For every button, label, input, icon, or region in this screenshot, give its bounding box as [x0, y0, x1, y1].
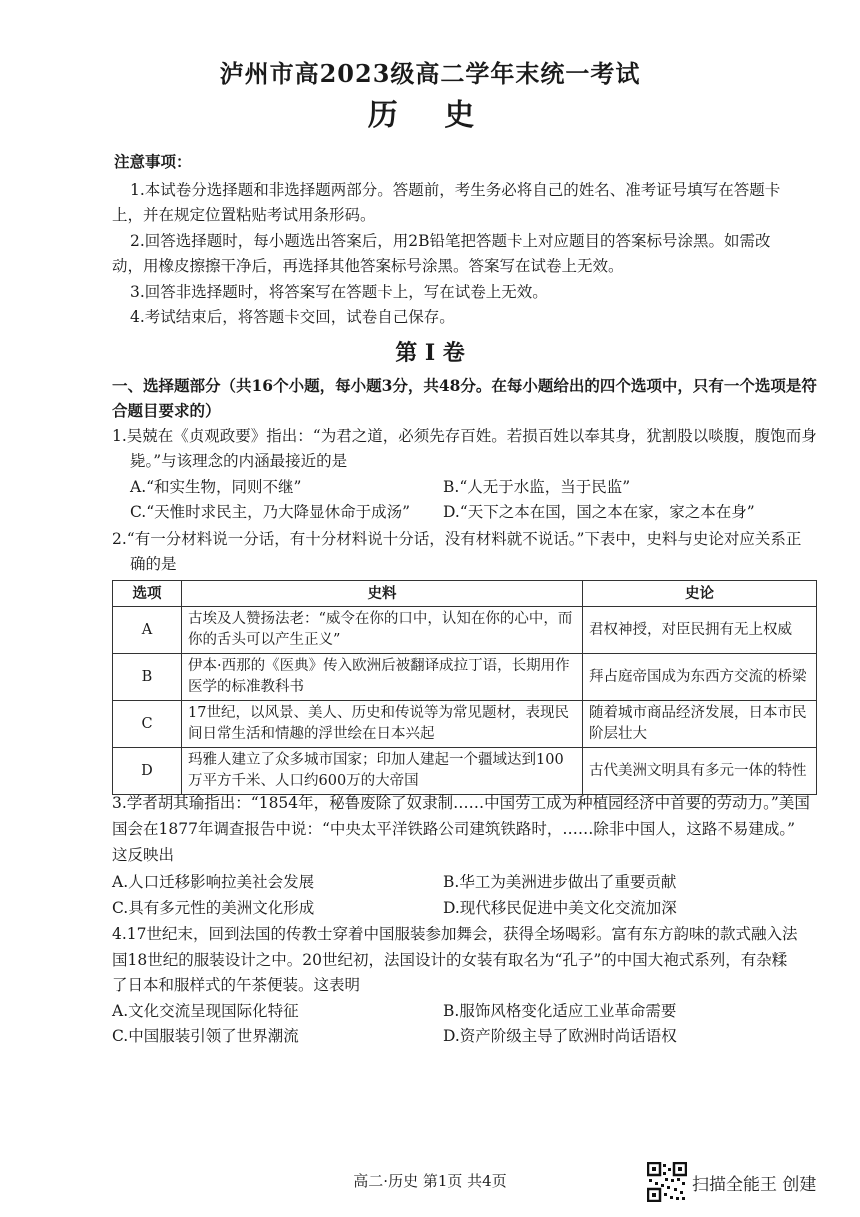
notice-line: 4.考试结束后，将答题卡交回，试卷自己保存。	[130, 308, 455, 326]
q1-option-d: D.“天下之本在国，国之本在家，家之本在身”	[443, 503, 755, 521]
notice-heading: 注意事项：	[114, 152, 192, 171]
notice-line: 动，用橡皮擦擦干净后，再选择其他答案标号涂黑。答案写在试卷上无效。	[112, 257, 624, 275]
notice-line: 3.回答非选择题时，将答案写在答题卡上，写在试卷上无效。	[130, 283, 548, 301]
table-cell-thesis: 君权神授，对臣民拥有无上权威	[583, 607, 817, 654]
q2-stem: 2.“有一分材料说一分话，有十分材料说十分话，没有材料就不说话。”下表中，史料与史论对应关系正	[112, 530, 802, 548]
q1-stem: 毙。”与该理念的内涵最接近的是	[130, 452, 348, 470]
q4-stem: 4.17世纪末，回到法国的传教士穿着中国服装参加舞会，获得全场喝彩。富有东方韵味的款式融入法	[112, 925, 798, 943]
table-header: 选项	[113, 581, 182, 607]
table-cell-material: 17世纪，以风景、美人、历史和传说等为常见题材，表现民间日常生活和情趣的浮世绘在日本兴起	[182, 701, 583, 748]
q2-stem: 确的是	[130, 555, 177, 573]
table-cell-material: 伊本·西那的《医典》传入欧洲后被翻译成拉丁语，长期用作医学的标准教科书	[182, 654, 583, 701]
part-intro: 一、选择题部分（共16个小题，每小题3分，共48分。在每小题给出的四个选项中，只有一个选项是符	[112, 376, 817, 395]
table-cell-material: 古埃及人赞扬法老：“威令在你的口中，认知在你的心中，而你的舌头可以产生正义”	[182, 607, 583, 654]
notice-line: 上，并在规定位置粘贴考试用条形码。	[112, 206, 376, 224]
q4-option-c: C.中国服装引领了世界潮流	[112, 1027, 299, 1045]
q3-option-d: D.现代移民促进中美文化交流加深	[443, 899, 677, 917]
q3-option-c: C.具有多元性的美洲文化形成	[112, 899, 315, 917]
exam-title: 泸州市高2023级高二学年末统一考试	[219, 59, 641, 88]
q3-stem: 国会在1877年调查报告中说：“中央太平洋铁路公司建筑铁路时，……除非中国人，这路不易建成。”	[112, 820, 796, 838]
q1-option-c: C.“天惟时求民主，乃大降显休命于成汤”	[130, 503, 411, 521]
table-cell-option: B	[113, 654, 182, 701]
q3-stem: 这反映出	[112, 846, 175, 864]
qr-code-icon	[647, 1162, 687, 1202]
notice-line: 1.本试卷分选择题和非选择题两部分。答题前，考生务必将自己的姓名、准考证号填写在答题卡	[130, 181, 781, 199]
q3-stem: 3.学者胡其瑜指出：“1854年，秘鲁废除了奴隶制……中国劳工成为种植园经济中首要的劳动力。”美国	[112, 794, 810, 812]
table-header: 史论	[583, 581, 817, 607]
table-header: 史料	[182, 581, 583, 607]
notice-line: 2.回答选择题时，每小题选出答案后，用2B铅笔把答题卡上对应题目的答案标号涂黑。如需改	[130, 232, 771, 250]
q4-option-d: D.资产阶级主导了欧洲时尚话语权	[443, 1027, 677, 1045]
part-intro: 合题目要求的）	[112, 401, 221, 420]
table-cell-thesis: 随着城市商品经济发展，日本市民阶层壮大	[583, 701, 817, 748]
subject-title: 历 史	[367, 98, 493, 133]
q4-option-a: A.文化交流呈现国际化特征	[112, 1002, 299, 1020]
table-cell-option: A	[113, 607, 182, 654]
table-cell-material: 玛雅人建立了众多城市国家；印加人建起一个疆域达到100万平方千米、人口约600万的大帝国	[182, 748, 583, 795]
q1-option-a: A.“和实生物，同则不继”	[130, 478, 302, 496]
scanner-watermark: 扫描全能王 创建	[692, 1175, 817, 1195]
table-row	[113, 701, 817, 748]
q4-stem: 了日本和服样式的午茶便装。这表明	[112, 976, 361, 994]
table-cell-thesis: 古代美洲文明具有多元一体的特性	[583, 748, 817, 795]
page-footer: 高二·历史 第1页 共4页	[353, 1172, 507, 1190]
table-row	[113, 607, 817, 654]
table-row	[113, 654, 817, 701]
table-cell-thesis: 拜占庭帝国成为东西方交流的桥梁	[583, 654, 817, 701]
table-row	[113, 748, 817, 795]
section-title: 第 I 卷	[395, 340, 465, 366]
q4-option-b: B.服饰风格变化适应工业革命需要	[443, 1002, 677, 1020]
table-cell-option: D	[113, 748, 182, 795]
q1-stem: 1.吴兢在《贞观政要》指出：“为君之道，必须先存百姓。若损百姓以奉其身，犹割股以啖腹，腹饱而身	[112, 427, 817, 445]
q4-stem: 国18世纪的服装设计之中。20世纪初，法国设计的女装有取名为“孔子”的中国大袍式系列，有杂糅	[112, 951, 788, 969]
table-cell-option: C	[113, 701, 182, 748]
table-header-row	[113, 581, 817, 607]
q3-option-a: A.人口迁移影响拉美社会发展	[112, 873, 315, 891]
q1-option-b: B.“人无于水监，当于民监”	[443, 478, 631, 496]
q2-table	[112, 580, 817, 795]
q3-option-b: B.华工为美洲进步做出了重要贡献	[443, 873, 677, 891]
